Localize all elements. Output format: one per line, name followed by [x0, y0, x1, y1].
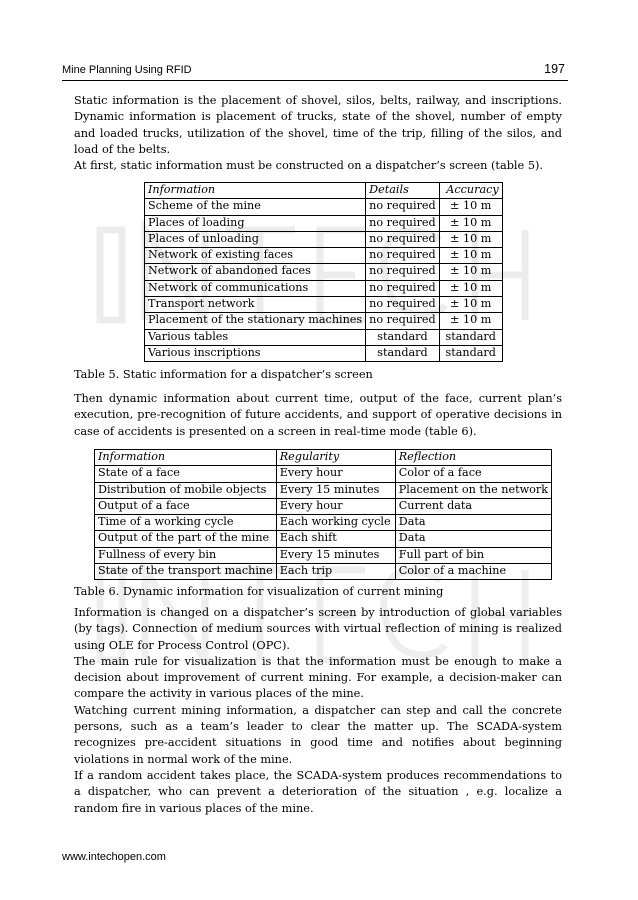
- table-row: [145, 215, 503, 231]
- column-header: Details: [366, 183, 440, 199]
- paragraph: Watching current mining information, a dispatcher can step and call the concrete persons, such as a team’s leader to clear the matter up. The SCADA-system recognizes pre-accident situations in good time and notifies about beginning violations in normal work of the mine.: [74, 703, 562, 766]
- table-cell: ± 10 m: [439, 248, 502, 264]
- paragraph: Then dynamic information about current time, output of the face, current plan’s execution, pre-recognition of future accidents, and support of operative decisions in case of accidents is presented on a screen in real-time mode (table 6).: [74, 392, 562, 438]
- table-cell: Every hour: [276, 466, 395, 482]
- table-cell: Output of a face: [95, 498, 277, 514]
- paragraph: The main rule for visualization is that the information must be enough to make a decision about improvement of current mining. For example, a decision-maker can compare the activity in various places of the mine.: [74, 654, 562, 701]
- middle-text: [74, 391, 562, 440]
- table-cell: no required: [366, 215, 440, 231]
- table-cell: ± 10 m: [439, 297, 502, 313]
- table-header-row: [145, 183, 503, 199]
- footer-url: www.intechopen.com: [62, 851, 166, 863]
- column-header: Regularity: [276, 450, 395, 466]
- table-cell: ± 10 m: [439, 215, 502, 231]
- table-row: [145, 199, 503, 215]
- table-cell: Color of a face: [395, 466, 551, 482]
- table-cell: ± 10 m: [439, 231, 502, 247]
- table-row: [145, 329, 503, 345]
- table-cell: standard: [439, 345, 502, 361]
- table-row: [95, 547, 552, 563]
- column-header: Accuracy: [439, 183, 502, 199]
- table-cell: Places of loading: [145, 215, 366, 231]
- table-row: [95, 564, 552, 580]
- paragraph: If a random accident takes place, the SCADA-system produces recommendations to a dispatcher, who can prevent a deterioration of the situation , e.g. localize a random fire in various places of the mine.: [74, 768, 562, 815]
- table-row: [145, 297, 503, 313]
- table-cell: Placement on the network: [395, 482, 551, 498]
- paragraph: Static information is the placement of shovel, silos, belts, railway, and inscriptions. Dynamic information is placement of trucks, state of the shovel, number of empty and loaded trucks, utilization of the shovel, time of the trip, filling of the silos, and load of the belts.: [74, 94, 562, 156]
- table-6: [94, 449, 552, 580]
- table-cell: Time of a working cycle: [95, 515, 277, 531]
- table-cell: Data: [395, 531, 551, 547]
- table-cell: no required: [366, 231, 440, 247]
- table-cell: Network of abandoned faces: [145, 264, 366, 280]
- table-cell: Places of unloading: [145, 231, 366, 247]
- table-5-caption: Table 5. Static information for a dispatcher’s screen: [74, 368, 373, 381]
- table-cell: ± 10 m: [439, 313, 502, 329]
- paragraph: Information is changed on a dispatcher’s screen by introduction of global variables (by tags). Connection of medium sources with virtual reflection of mining is realized using OLE for Process Control (OPC).: [74, 606, 562, 652]
- table-cell: Scheme of the mine: [145, 199, 366, 215]
- table-cell: Current data: [395, 498, 551, 514]
- table-cell: Full part of bin: [395, 547, 551, 563]
- table-row: [145, 280, 503, 296]
- table-cell: Network of existing faces: [145, 248, 366, 264]
- table-row: [95, 531, 552, 547]
- table-cell: no required: [366, 199, 440, 215]
- table-header-row: [95, 450, 552, 466]
- table-cell: no required: [366, 313, 440, 329]
- table-cell: Data: [395, 515, 551, 531]
- column-header: Reflection: [395, 450, 551, 466]
- table-cell: Fullness of every bin: [95, 547, 277, 563]
- table-cell: Every hour: [276, 498, 395, 514]
- table-6-caption: Table 6. Dynamic information for visualization of current mining: [74, 585, 444, 598]
- table-cell: Various tables: [145, 329, 366, 345]
- table-cell: Color of a machine: [395, 564, 551, 580]
- table-row: [145, 345, 503, 361]
- table-cell: no required: [366, 280, 440, 296]
- table-row: [145, 264, 503, 280]
- table-cell: no required: [366, 264, 440, 280]
- column-header: Information: [145, 183, 366, 199]
- table-row: [95, 515, 552, 531]
- running-title: Mine Planning Using RFID: [62, 64, 192, 76]
- table-cell: standard: [439, 329, 502, 345]
- table-cell: ± 10 m: [439, 199, 502, 215]
- table-cell: standard: [366, 329, 440, 345]
- table-cell: Each working cycle: [276, 515, 395, 531]
- table-cell: Placement of the stationary machines: [145, 313, 366, 329]
- column-header: Information: [95, 450, 277, 466]
- table-cell: Every 15 minutes: [276, 547, 395, 563]
- running-header: [62, 62, 568, 81]
- table-row: [145, 248, 503, 264]
- table-cell: Transport network: [145, 297, 366, 313]
- table-cell: ± 10 m: [439, 264, 502, 280]
- table-cell: State of the transport machine: [95, 564, 277, 580]
- table-cell: Output of the part of the mine: [95, 531, 277, 547]
- table-cell: Each shift: [276, 531, 395, 547]
- paragraph: At first, static information must be constructed on a dispatcher’s screen (table 5).: [74, 159, 544, 173]
- table-cell: ± 10 m: [439, 280, 502, 296]
- intro-text: [74, 93, 562, 174]
- page-number: 197: [544, 62, 565, 76]
- table-row: [95, 482, 552, 498]
- table-cell: no required: [366, 297, 440, 313]
- table-5: [144, 182, 503, 362]
- table-cell: Every 15 minutes: [276, 482, 395, 498]
- table-cell: State of a face: [95, 466, 277, 482]
- table-cell: no required: [366, 248, 440, 264]
- table-cell: standard: [366, 345, 440, 361]
- table-cell: Network of communications: [145, 280, 366, 296]
- table-row: [95, 498, 552, 514]
- table-row: [145, 231, 503, 247]
- table-row: [145, 313, 503, 329]
- table-cell: Various inscriptions: [145, 345, 366, 361]
- table-cell: Each trip: [276, 564, 395, 580]
- closing-text: [74, 605, 562, 817]
- table-cell: Distribution of mobile objects: [95, 482, 277, 498]
- table-row: [95, 466, 552, 482]
